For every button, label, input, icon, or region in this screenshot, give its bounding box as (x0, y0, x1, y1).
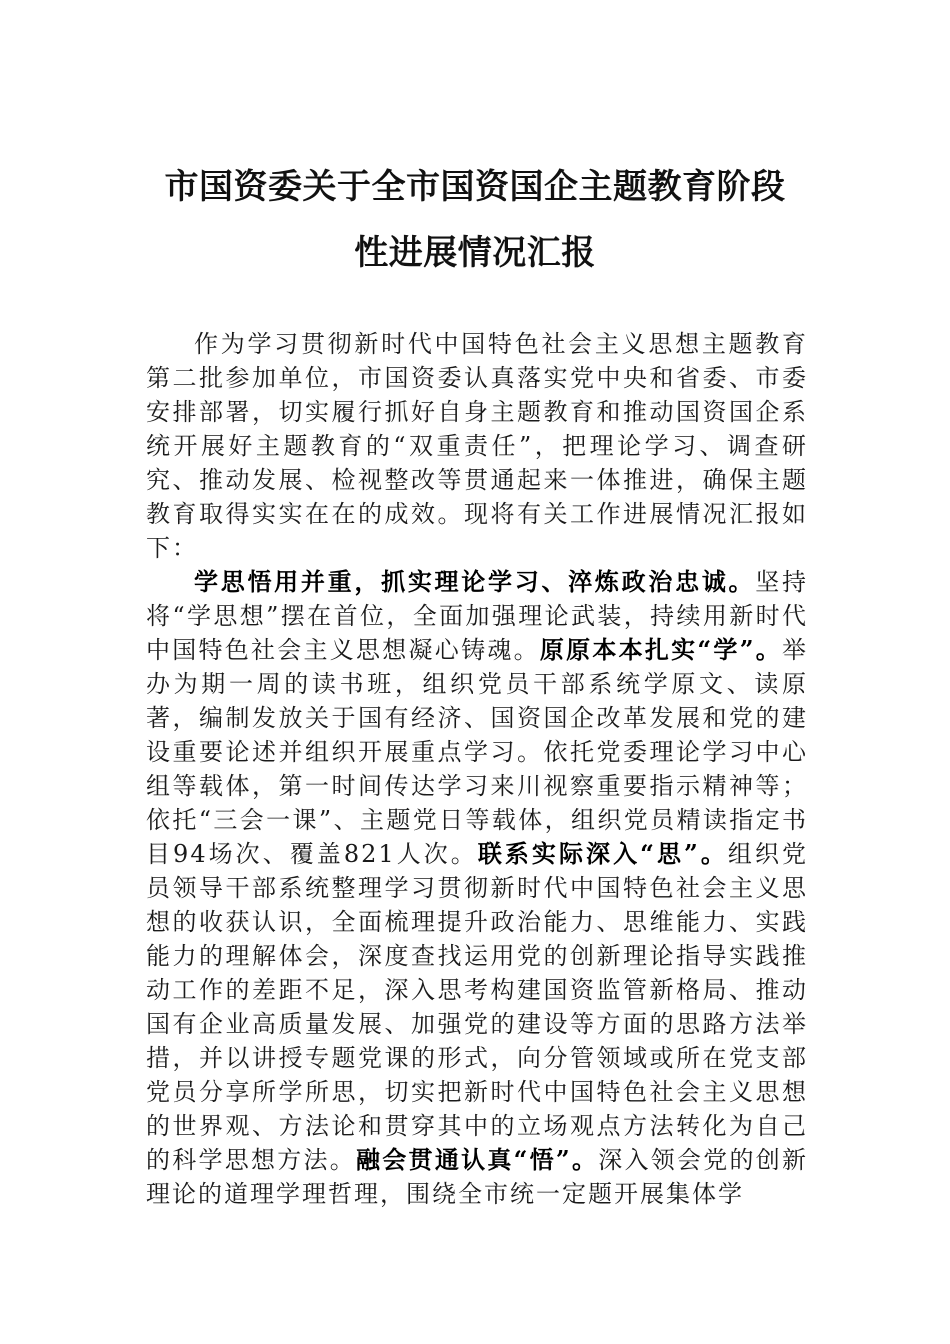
intro-paragraph (146, 327, 808, 565)
subheading-think: 联系实际深入“思”。 (477, 839, 728, 868)
document-body (146, 327, 808, 1211)
document-title-line-1: 市国资委关于全市国资国企主题教育阶段 (164, 167, 786, 207)
subheading-comprehend: 融会贯通认真“悟”。 (356, 1145, 599, 1174)
section-paragraph (146, 565, 808, 1211)
section-text-3: 组织党员领导干部系统整理学习贯彻新时代中国特色社会主义思想的收获认识，全面梳理提升政治能力、思维能力、实践能力的理解体会，深度查找运用党的创新理论指导实践推动工作的差距不足，深入思考构建国资监管新格局、推动国有企业高质量发展、加强党的建设等方面的思路方法举措，并以讲授专题党课的形式，向分管领域或所在党支部党员分享所学所思，切实把新时代中国特色社会主义思想的世界观、方法论和贯穿其中的立场观点方法转化为自己的科学思想方法。 (146, 840, 808, 1174)
section-text-2: 举办为期一周的读书班，组织党员干部系统学原文、读原著，编制发放关于国有经济、国资国企改革发展和党的建设重要论述并组织开展重点学习。依托党委理论学习中心组等载体，第一时间传达学习来川视察重要指示精神等；依托“三会一课”、主题党日等载体，组织党员精读指定书目94场次、覆盖821人次。 (146, 636, 809, 868)
section-heading: 学思悟用并重，抓实理论学习、淬炼政治忠诚。 (194, 567, 756, 596)
document-title-line-2: 性进展情况汇报 (354, 233, 596, 273)
intro-text: 作为学习贯彻新时代中国特色社会主义思想主题教育第二批参加单位，市国资委认真落实党中央和省委、市委安排部署，切实履行抓好自身主题教育和推动国资国企系统开展好主题教育的“双重责任”，把理论学习、调查研究、推动发展、检视整改等贯通起来一体推进，确保主题教育取得实实在在的成效。现将有关工作进展情况汇报如下： (146, 330, 808, 562)
section-text-4: 深入领会党的创新理论的道理学理哲理，围绕全市统一定题开展集体学 (146, 1146, 809, 1208)
subheading-study: 原原本本扎实“学”。 (539, 635, 783, 664)
section-text-1: 坚持将“学思想”摆在首位，全面加强理论武装，持续用新时代中国特色社会主义思想凝心铸魂。 (146, 568, 809, 664)
